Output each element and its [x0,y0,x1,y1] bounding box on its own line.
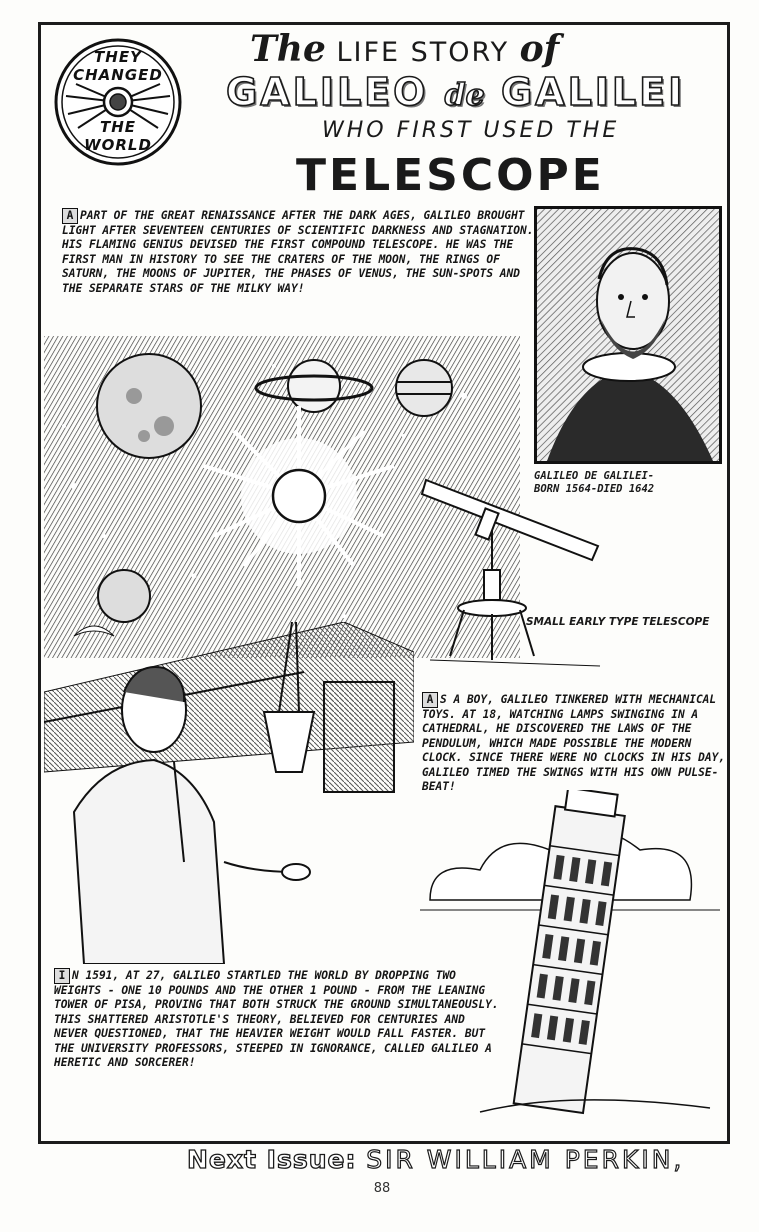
title-line-name [226,70,696,114]
pisa-dropcap: I [54,968,70,984]
intro-caption [62,208,540,296]
page-number: 88 [373,1181,391,1196]
next-issue-label: Next Issue: [187,1145,357,1174]
badge-text-the: THE [99,118,137,136]
pisa-caption-text: N 1591, AT 27, GALILEO STARTLED THE WORLD BY DROPPING TWO WEIGHTS - ONE 10 POUNDS AND THE OTHER 1 POUND - FROM THE LEANING TOWER OF PISA, PROVING THAT BOTH STRUCK THE GROUND SIMULTANEOUSLY. THIS SHATTERED ARISTOTLE'S THEORY, BELIEVED FOR CENTURIES AND NEVER QUESTIONED, THAT THE HEAVIER WEIGHT WOULD FALL FASTER. BUT THE UNIVERSITY PROFESSORS, STEEPED IN IGNORANCE, CALLED GALILEO A HERETIC AND SORCERER! [54,969,499,1070]
title-of: of [519,28,560,70]
telescope-caption: SMALL EARLY TYPE TELESCOPE [526,616,710,628]
galileo-portrait-illustration [537,209,719,461]
next-issue-banner [187,1145,727,1185]
next-issue-name: SIR WILLIAM PERKIN, [366,1145,685,1174]
badge-text-changed: CHANGED [73,66,163,84]
pisa-caption [54,968,504,1070]
moon-icon [97,354,201,458]
badge-text-world: WORLD [84,136,152,154]
title-life-story: LIFE STORY [336,37,510,68]
boy-dropcap: A [422,692,438,708]
telescope-illustration [420,470,610,670]
title-line-life-story [250,28,690,68]
title-name-first: GALILEO [226,70,429,114]
they-changed-the-world-badge [52,36,184,168]
intro-dropcap: A [62,208,78,224]
badge-text-they: THEY [94,48,142,66]
venus-icon [98,570,150,622]
portrait-caption-dates: BORN 1564-DIED 1642 [534,483,655,495]
title-telescope: TELESCOPE [296,150,605,201]
title-name-de: de [444,78,485,113]
title-the: The [250,28,326,70]
leaning-tower-illustration [420,790,720,1120]
galileo-portrait [534,206,722,464]
jupiter-icon [396,360,452,416]
boy-caption-text: S A BOY, GALILEO TINKERED WITH MECHANICAL TOYS. AT 18, WATCHING LAMPS SWINGING IN A CATHEDRAL, HE DISCOVERED THE LAWS OF THE PENDULUM, WHICH MADE POSSIBLE THE MODERN CLOCK. SINCE THERE WERE NO CLOCKS IN HIS DAY, GALILEO TIMED THE SWINGS WITH HIS OWN PULSE-BEAT! [422,693,726,794]
intro-caption-text: PART OF THE GREAT RENAISSANCE AFTER THE DARK AGES, GALILEO BROUGHT LIGHT AFTER SEVENTEEN CENTURIES OF SCIENTIFIC DARKNESS AND STAGNATION. HIS FLAMING GENIUS DEVISED THE FIRST COMPOUND TELESCOPE. HE WAS THE FIRST MAN IN HISTORY TO SEE THE CRATERS OF THE MOON, THE RINGS OF SATURN, THE MOONS OF JUPITER, THE PHASES OF VENUS, THE SUN-SPOTS AND THE SEPARATE STARS OF THE MILKY WAY! [62,209,534,295]
title-subtitle: WHO FIRST USED THE [322,118,620,143]
title-name-last: GALILEI [500,70,686,114]
boy-caption [422,692,727,794]
portrait-caption-name: GALILEO DE GALILEI- [534,470,655,482]
galileo-cathedral-illustration [44,622,414,964]
tower-icon [514,790,628,1113]
